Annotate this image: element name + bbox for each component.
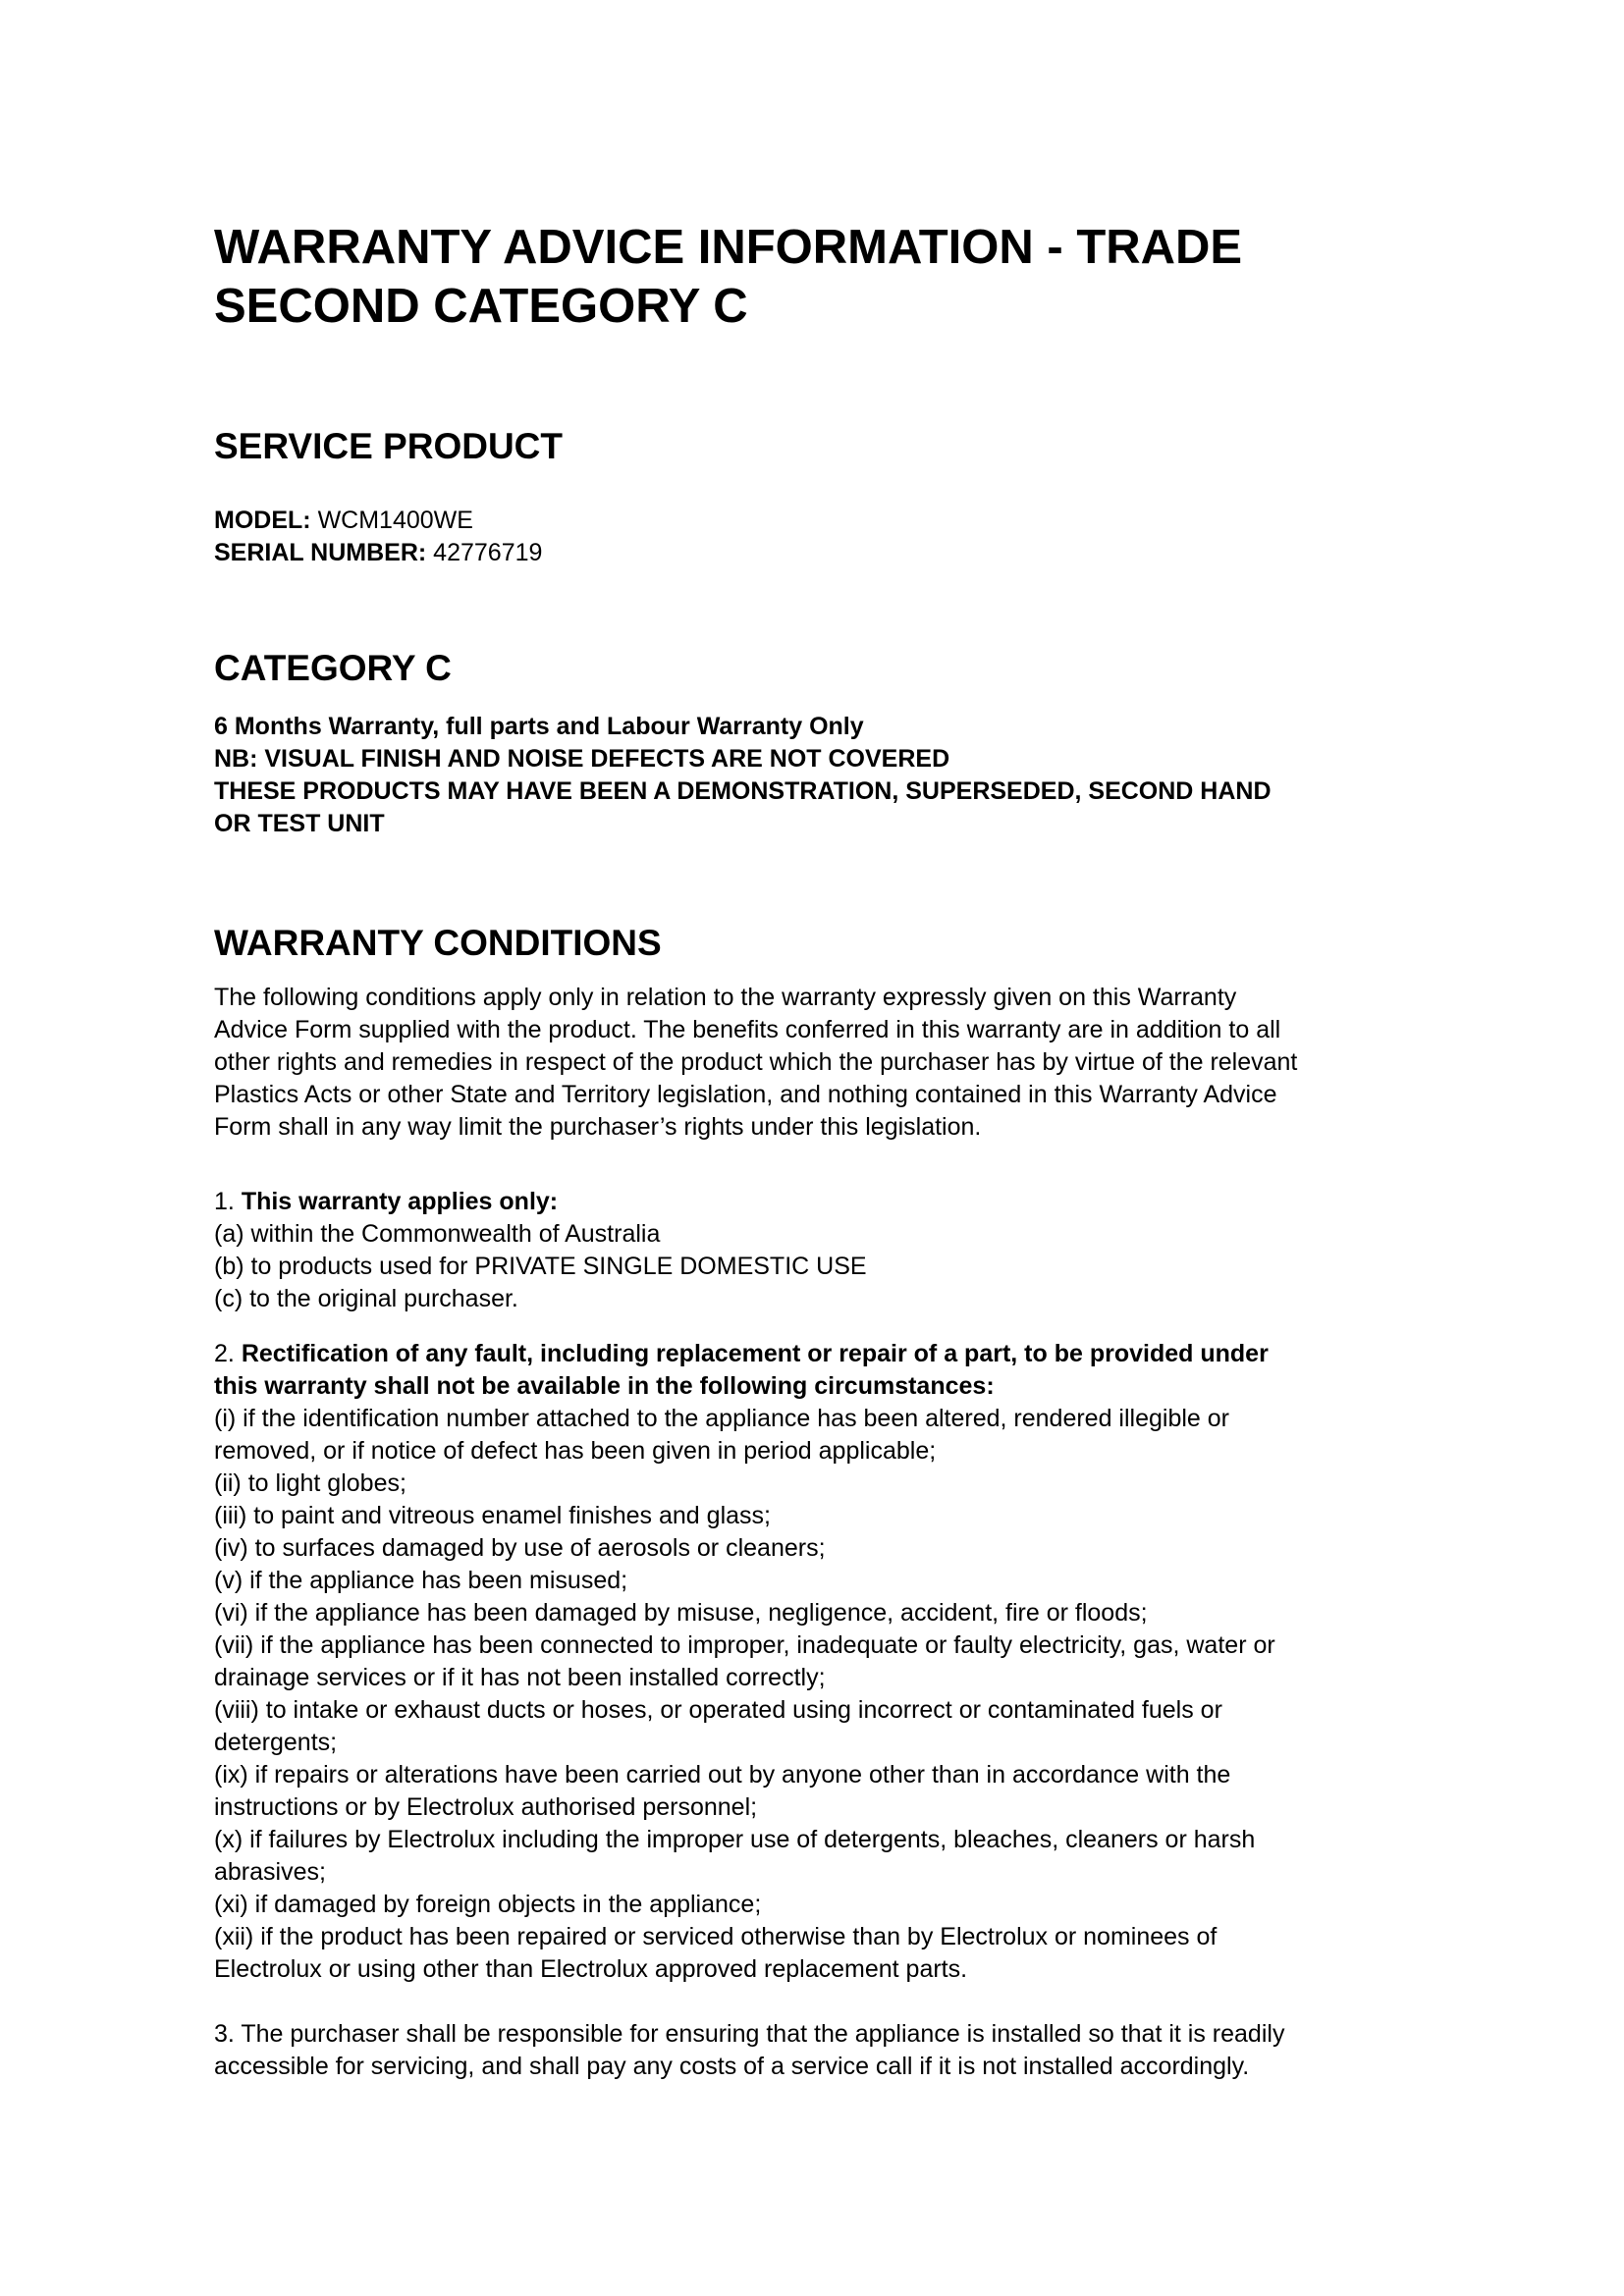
category-line: THESE PRODUCTS MAY HAVE BEEN A DEMONSTRATION, SUPERSEDED, SECOND HAND bbox=[214, 777, 1272, 805]
clause-item: detergents; bbox=[214, 1729, 338, 1756]
warranty-conditions-heading: WARRANTY CONDITIONS bbox=[214, 923, 662, 963]
clause-1 bbox=[214, 1186, 1432, 1315]
clause-item: (x) if failures by Electrolux including the improper use of detergents, bleaches, cleaners or harsh bbox=[214, 1826, 1256, 1853]
category-line: 6 Months Warranty, full parts and Labour Warranty Only bbox=[214, 713, 864, 740]
clause-3-line: accessible for servicing, and shall pay any costs of a service call if it is not installed accordingly. bbox=[214, 2053, 1250, 2080]
clause-item: abrasives; bbox=[214, 1858, 326, 1886]
intro-line: Plastics Acts or other State and Territory legislation, and nothing contained in this Warranty Advice bbox=[214, 1081, 1277, 1108]
clause-item: (v) if the appliance has been misused; bbox=[214, 1567, 628, 1594]
model-row bbox=[214, 505, 1432, 537]
category-heading: CATEGORY C bbox=[214, 648, 452, 688]
category-line: NB: VISUAL FINISH AND NOISE DEFECTS ARE NOT COVERED bbox=[214, 745, 950, 773]
intro-line: Form shall in any way limit the purchaser’s rights under this legislation. bbox=[214, 1113, 982, 1141]
clause-number: 2. bbox=[214, 1340, 235, 1367]
clause-item: (vii) if the appliance has been connected to improper, inadequate or faulty electricity, gas, water or bbox=[214, 1631, 1275, 1659]
clause-2 bbox=[214, 1338, 1432, 1986]
serial-row bbox=[214, 537, 1432, 569]
title-line: SECOND CATEGORY C bbox=[214, 280, 748, 333]
clause-item: (viii) to intake or exhaust ducts or hoses, or operated using incorrect or contaminated fuels or bbox=[214, 1696, 1222, 1724]
service-product-details bbox=[214, 505, 1432, 569]
clause-item: instructions or by Electrolux authorised personnel; bbox=[214, 1793, 758, 1821]
clause-item: (iii) to paint and vitreous enamel finishes and glass; bbox=[214, 1502, 771, 1529]
clause-2-heading bbox=[214, 1338, 1432, 1370]
clause-heading: This warranty applies only: bbox=[241, 1188, 559, 1215]
category-description bbox=[214, 711, 1432, 840]
clause-item: (b) to products used for PRIVATE SINGLE DOMESTIC USE bbox=[214, 1253, 867, 1280]
clause-item: (xi) if damaged by foreign objects in the appliance; bbox=[214, 1891, 762, 1918]
intro-line: The following conditions apply only in relation to the warranty expressly given on this Warranty bbox=[214, 984, 1237, 1011]
clause-1-heading bbox=[214, 1186, 1432, 1218]
document-title bbox=[214, 218, 1432, 336]
clause-item: (i) if the identification number attached to the appliance has been altered, rendered illegible or bbox=[214, 1405, 1229, 1432]
clause-heading: this warranty shall not be available in the following circumstances: bbox=[214, 1372, 995, 1400]
clause-item: (ii) to light globes; bbox=[214, 1469, 406, 1497]
clause-number: 1. bbox=[214, 1188, 235, 1215]
serial-value: 42776719 bbox=[433, 539, 543, 566]
clause-item: (a) within the Commonwealth of Australia bbox=[214, 1220, 661, 1248]
clause-item: (ix) if repairs or alterations have been carried out by anyone other than in accordance with the bbox=[214, 1761, 1231, 1789]
intro-line: Advice Form supplied with the product. The benefits conferred in this warranty are in addition to all bbox=[214, 1016, 1281, 1043]
clause-item: (c) to the original purchaser. bbox=[214, 1285, 518, 1312]
clause-item: (iv) to surfaces damaged by use of aerosols or cleaners; bbox=[214, 1534, 826, 1562]
clause-item: drainage services or if it has not been installed correctly; bbox=[214, 1664, 826, 1691]
category-line: OR TEST UNIT bbox=[214, 810, 385, 837]
intro-line: other rights and remedies in respect of the product which the purchaser has by virtue of the relevant bbox=[214, 1048, 1298, 1076]
model-label: MODEL: bbox=[214, 507, 311, 534]
clause-item: removed, or if notice of defect has been given in period applicable; bbox=[214, 1437, 937, 1465]
service-product-heading: SERVICE PRODUCT bbox=[214, 426, 563, 466]
clause-3 bbox=[214, 2018, 1432, 2083]
clause-item: (vi) if the appliance has been damaged by misuse, negligence, accident, fire or floods; bbox=[214, 1599, 1148, 1627]
serial-label: SERIAL NUMBER: bbox=[214, 539, 427, 566]
clause-3-line: 3. The purchaser shall be responsible for ensuring that the appliance is installed so that it is readily bbox=[214, 2020, 1285, 2048]
model-value: WCM1400WE bbox=[317, 507, 473, 534]
conditions-intro bbox=[214, 982, 1432, 1144]
clause-heading: Rectification of any fault, including replacement or repair of a part, to be provided under bbox=[241, 1340, 1269, 1367]
clause-item: (xii) if the product has been repaired or serviced otherwise than by Electrolux or nominees of bbox=[214, 1923, 1218, 1950]
clause-item: Electrolux or using other than Electrolux approved replacement parts. bbox=[214, 1955, 968, 1983]
title-line: WARRANTY ADVICE INFORMATION - TRADE bbox=[214, 221, 1243, 274]
